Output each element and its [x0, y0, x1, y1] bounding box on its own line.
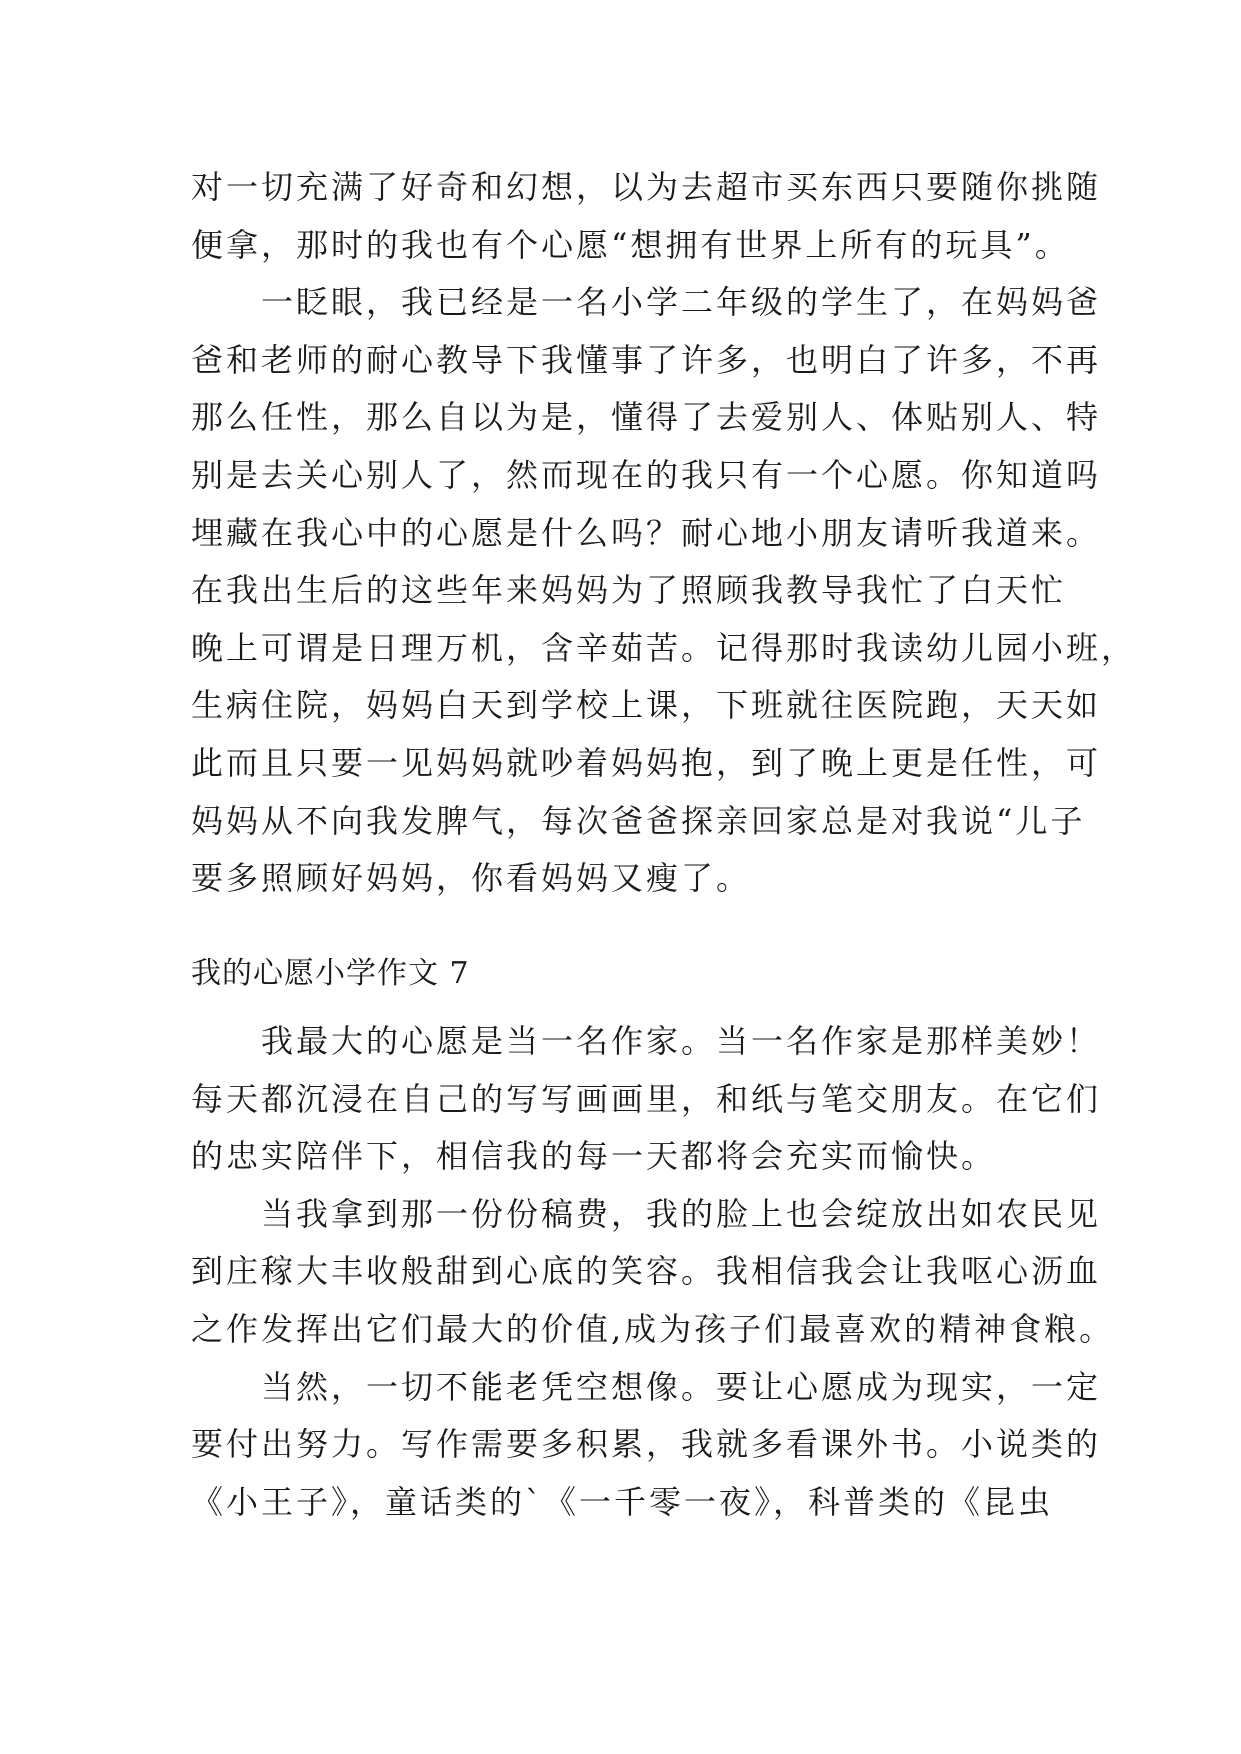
- essay-section-continued: [191, 159, 1137, 908]
- text-line: 我最大的心愿是当一名作家。当一名作家是那样美妙！: [261, 1022, 1102, 1060]
- text-line: 别是去关心别人了，然而现在的我只有一个心愿。你知道吗: [191, 455, 1102, 494]
- text-line: 当我拿到那一份份稿费，我的脸上也会绽放出如农民见: [261, 1194, 1102, 1233]
- essay-heading: 我的心愿小学作文 7: [191, 956, 470, 991]
- text-line: 生病住院，妈妈白天到学校上课，下班就往医院跑，天天如: [191, 686, 1102, 725]
- text-line: 那么任性，那么自以为是，懂得了去爱别人、体贴别人、特: [191, 398, 1102, 437]
- text-line: 之作发挥出它们最大的价值,成为孩子们最喜欢的精神食粮。: [191, 1309, 1115, 1348]
- text-line: 到庄稼大丰收般甜到心底的笑容。我相信我会让我呕心沥血: [191, 1252, 1102, 1291]
- text-line: 埋藏在我心中的心愿是什么吗？耐心地小朋友请听我道来。: [191, 513, 1102, 552]
- text-line: 爸和老师的耐心教导下我懂事了许多，也明白了许多，不再: [191, 340, 1102, 379]
- paragraph-writer-wish: [191, 1013, 1102, 1186]
- text-line: 对一切充满了好奇和幻想，以为去超市买东西只要随你挑随: [191, 168, 1102, 206]
- text-line: 《小王子》，童话类的`《一千零一夜》，科普类的《昆虫: [191, 1482, 1054, 1521]
- text-line: 此而且只要一见妈妈就吵着妈妈抱，到了晚上更是任性，可: [191, 743, 1102, 782]
- text-line: 一眨眼，我已经是一名小学二年级的学生了，在妈妈爸: [261, 283, 1102, 322]
- paragraph-effort: [191, 1359, 1102, 1532]
- essay-section-7: [191, 1013, 1115, 1531]
- text-line: 晚上可谓是日理万机，含辛茹苦。记得那时我读幼儿园小班，: [191, 628, 1137, 667]
- text-line: 便拿，那时的我也有个心愿“想拥有世界上所有的玩具”。: [191, 225, 1070, 264]
- text-line: 当然，一切不能老凭空想像。要让心愿成为现实，一定: [261, 1367, 1102, 1406]
- text-line: 妈妈从不向我发脾气，每次爸爸探亲回家总是对我说“儿子: [191, 801, 1086, 840]
- paragraph-childhood-wish: [191, 159, 1102, 274]
- text-line: 在我出生后的这些年来妈妈为了照顾我教导我忙了白天忙: [191, 571, 1067, 610]
- text-line: 的忠实陪伴下，相信我的每一天都将会充实而愉快。: [191, 1137, 997, 1176]
- paragraph-royalties: [191, 1186, 1115, 1359]
- text-line: 要多照顾好妈妈，你看妈妈又瘦了。: [191, 859, 752, 898]
- paragraph-current-wish: [191, 274, 1137, 908]
- text-line: 每天都沉浸在自己的写写画画里，和纸与笔交朋友。在它们: [191, 1079, 1102, 1118]
- text-line: 要付出努力。写作需要多积累，我就多看课外书。小说类的: [191, 1425, 1102, 1464]
